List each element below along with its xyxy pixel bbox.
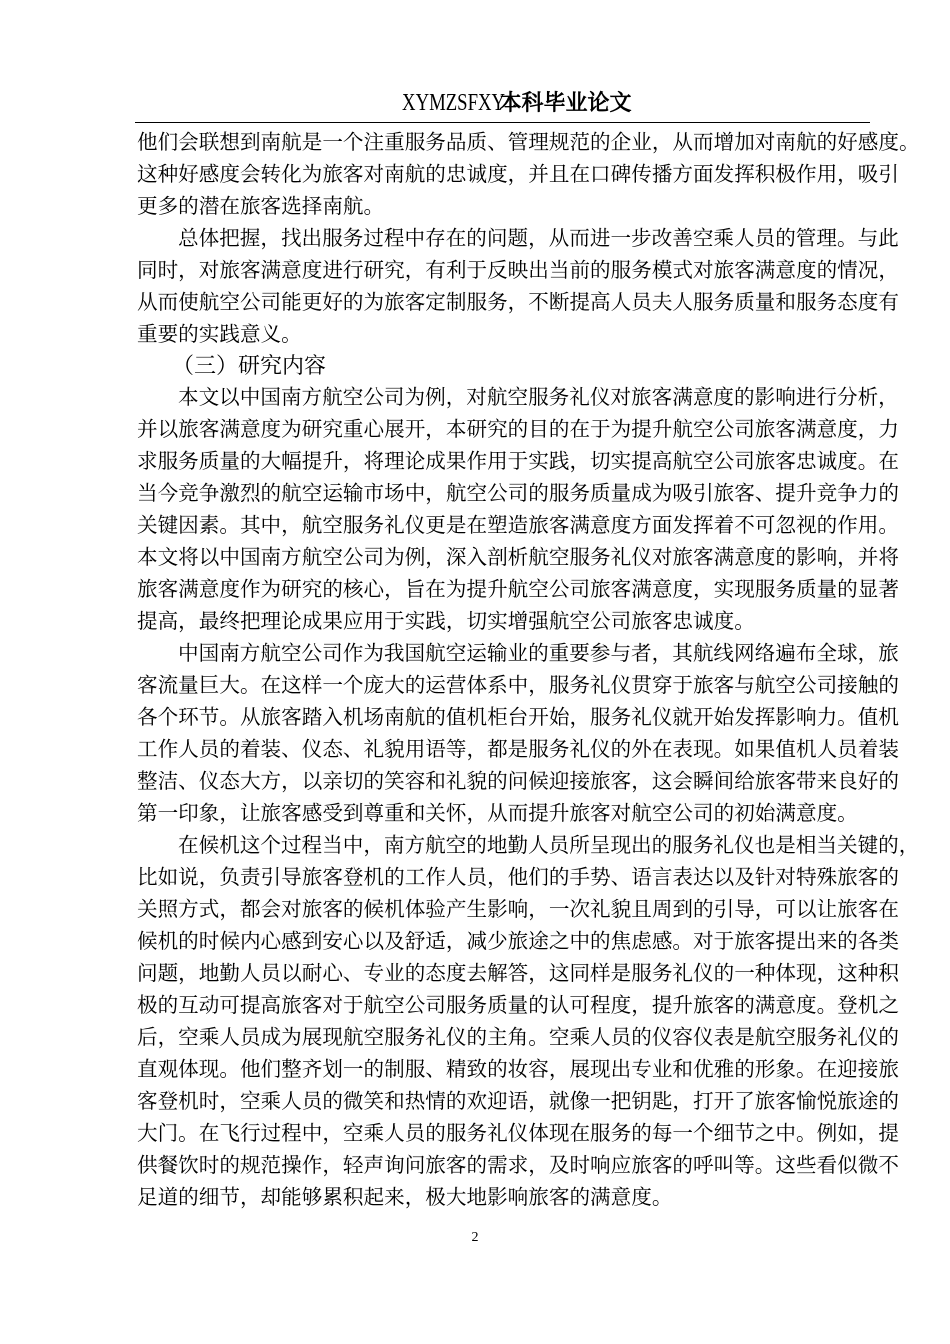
text-line: 当今竞争激烈的航空运输市场中，航空公司的服务质量成为吸引旅客、提升竞争力的 bbox=[137, 483, 899, 505]
text-line: 整洁、仪态大方，以亲切的笑容和礼貌的问候迎接旅客，这会瞬间给旅客带来良好的 bbox=[137, 771, 899, 793]
text-line: 后，空乘人员成为展现航空服务礼仪的主角。空乘人员的仪容仪表是航空服务礼仪的 bbox=[137, 1027, 899, 1049]
text-line: 本文将以中国南方航空公司为例，深入剖析航空服务礼仪对旅客满意度的影响，并将 bbox=[137, 547, 899, 569]
paragraph bbox=[137, 223, 899, 351]
text-line: 客登机时，空乘人员的微笑和热情的欢迎语，就像一把钥匙，打开了旅客愉悦旅途的 bbox=[137, 1091, 899, 1113]
text-line: 足道的细节，却能够累积起来，极大地影响旅客的满意度。 bbox=[137, 1187, 673, 1209]
text-line: 工作人员的着装、仪态、礼貌用语等，都是服务礼仪的外在表现。如果值机人员着装 bbox=[137, 739, 899, 761]
text-line: 关照方式，都会对旅客的候机体验产生影响，一次礼貌且周到的引导，可以让旅客在 bbox=[137, 899, 899, 921]
text-line: 并以旅客满意度为研究重心展开，本研究的目的在于为提升航空公司旅客满意度，力 bbox=[137, 419, 899, 441]
text-line: 问题，地勤人员以耐心、专业的态度去解答，这同样是服务礼仪的一种体现，这种积 bbox=[137, 963, 899, 985]
text-line: 求服务质量的大幅提升，将理论成果作用于实践，切实提高航空公司旅客忠诚度。在 bbox=[137, 451, 899, 473]
header-school-code: XYMZSFXY bbox=[402, 90, 506, 116]
text-line: 候机的时候内心感到安心以及舒适，减少旅途之中的焦虑感。对于旅客提出来的各类 bbox=[137, 931, 899, 953]
text-line: 本文以中国南方航空公司为例，对航空服务礼仪对旅客满意度的影响进行分析， bbox=[178, 387, 899, 409]
text-line: 这种好感度会转化为旅客对南航的忠诚度，并且在口碑传播方面发挥积极作用，吸引 bbox=[137, 164, 899, 186]
text-line: 大门。在飞行过程中，空乘人员的服务礼仪体现在服务的每一个细节之中。例如，提 bbox=[137, 1123, 899, 1145]
section-heading: （三）研究内容 bbox=[172, 354, 327, 379]
text-line: 各个环节。从旅客踏入机场南航的值机柜台开始，服务礼仪就开始发挥影响力。值机 bbox=[137, 707, 899, 729]
page-number: 2 bbox=[471, 1230, 479, 1245]
text-line: 同时，对旅客满意度进行研究，有利于反映出当前的服务模式对旅客满意度的情况， bbox=[137, 260, 899, 282]
text-line: 第一印象，让旅客感受到尊重和关怀，从而提升旅客对航空公司的初始满意度。 bbox=[137, 803, 858, 825]
text-line: 客流量巨大。在这样一个庞大的运营体系中，服务礼仪贯穿于旅客与航空公司接触的 bbox=[137, 675, 899, 697]
text-line: 更多的潜在旅客选择南航。 bbox=[137, 196, 385, 218]
text-line: 重要的实践意义。 bbox=[137, 324, 302, 346]
text-line: 从而使航空公司能更好的为旅客定制服务，不断提高人员夫人服务质量和服务态度有 bbox=[137, 292, 899, 314]
text-line: 他们会联想到南航是一个注重服务品质、管理规范的企业，从而增加对南航的好感度。 bbox=[137, 132, 920, 154]
paragraph bbox=[137, 127, 920, 223]
text-line: 直观体现。他们整齐划一的制服、精致的妆容，展现出专业和优雅的形象。在迎接旅 bbox=[137, 1059, 899, 1081]
text-line: 总体把握，找出服务过程中存在的问题，从而进一步改善空乘人员的管理。与此 bbox=[178, 228, 899, 250]
text-line: 在候机这个过程当中，南方航空的地勤人员所呈现出的服务礼仪也是相当关键的， bbox=[178, 835, 920, 857]
text-line: 比如说，负责引导旅客登机的工作人员，他们的手势、语言表达以及针对特殊旅客的 bbox=[137, 867, 899, 889]
text-line: 极的互动可提高旅客对于航空公司服务质量的认可程度，提升旅客的满意度。登机之 bbox=[137, 995, 899, 1017]
text-line: 供餐饮时的规范操作，轻声询问旅客的需求，及时响应旅客的呼叫等。这些看似微不 bbox=[137, 1155, 899, 1177]
paragraph bbox=[137, 638, 899, 830]
document-body bbox=[137, 127, 920, 1214]
paragraph bbox=[137, 382, 899, 638]
text-line: 提高，最终把理论成果应用于实践，切实增强航空公司旅客忠诚度。 bbox=[137, 611, 755, 633]
text-line: 旅客满意度作为研究的核心，旨在为提升航空公司旅客满意度，实现服务质量的显著 bbox=[137, 579, 899, 601]
text-line: 中国南方航空公司作为我国航空运输业的重要参与者，其航线网络遍布全球，旅 bbox=[178, 643, 899, 665]
text-line: 关键因素。其中，航空服务礼仪更是在塑造旅客满意度方面发挥着不可忽视的作用。 bbox=[137, 515, 899, 537]
paragraph bbox=[137, 830, 920, 1214]
header-rule bbox=[135, 122, 870, 123]
page-header bbox=[135, 86, 870, 120]
header-title: 本科毕业论文 bbox=[499, 91, 632, 116]
